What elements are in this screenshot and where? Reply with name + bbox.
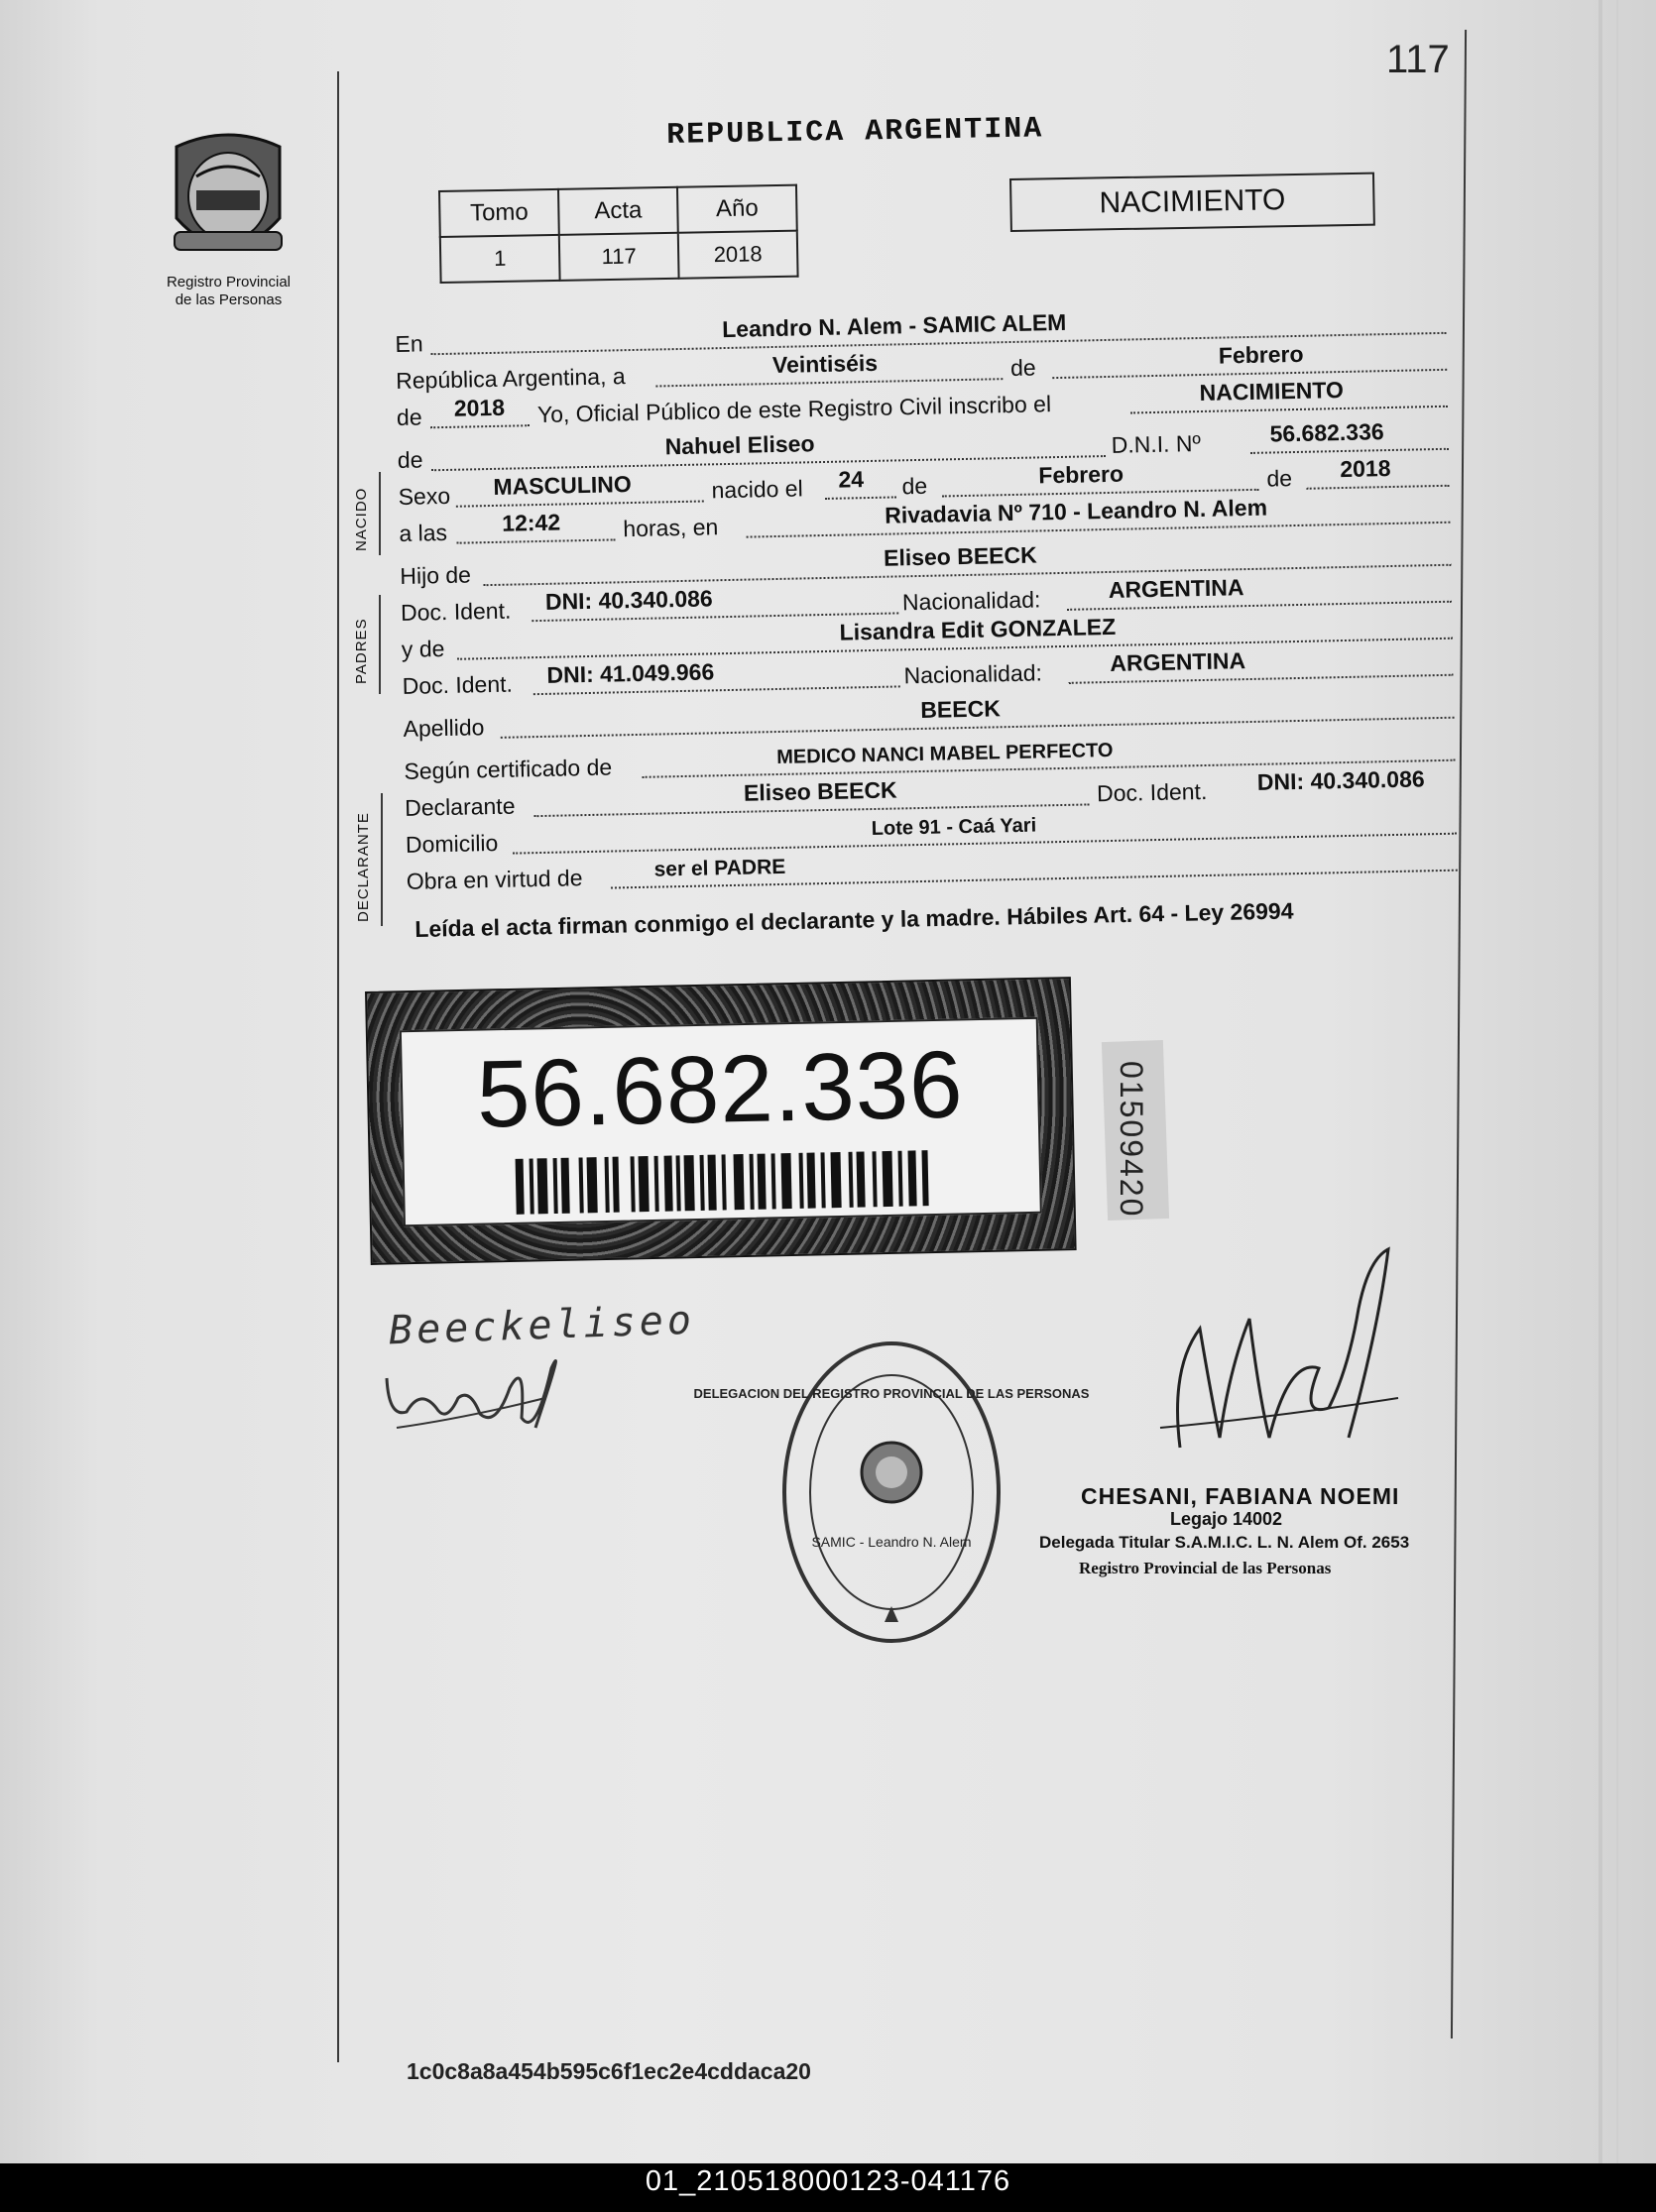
tomo-value: 1 [440,235,560,283]
birth-year-value: 2018 [1340,454,1391,483]
field-label: Obra en virtud de [406,865,583,894]
field-label: de [1266,465,1293,492]
field-label: de [396,404,422,430]
field-label: de [1009,354,1036,382]
registry-seal-stamp [693,1339,1090,1646]
record-type-value: NACIMIENTO [1199,376,1345,407]
field-label: y de [401,636,445,662]
mother-signature [377,1329,575,1457]
declarant-name-value: Eliseo BEECK [743,776,897,806]
year-value: 2018 [453,394,506,421]
stamp-text: DELEGACION DEL REGISTRO PROVINCIAL DE LAS PERSONAS [693,1386,1090,1401]
declarant-doc-value: DNI: 40.340.086 [1256,765,1425,795]
closing-statement: Leída el acta firman conmigo el declarante y la madre. Hábiles Art. 64 - Ley 26994 [414,897,1294,942]
field-label: a las [399,519,448,546]
officer-role: Delegada Titular S.A.M.I.C. L. N. Alem Of. 2653 [1039,1533,1410,1552]
field-label: D.N.I. Nº [1111,430,1202,458]
mother-nationality-value: ARGENTINA [1110,647,1246,676]
serial-number: 01509420 [1114,1061,1149,1219]
father-name-value: Eliseo BEECK [883,541,1037,571]
birth-time-value: 12:42 [501,509,561,536]
field-label: Yo, Oficial Público de este Registro Civil inscribo el [536,391,1052,428]
sticker-label [400,1017,1042,1226]
place-value: Leandro N. Alem - SAMIC ALEM [721,308,1067,343]
field-label: Domicilio [405,829,499,858]
officer-registry: Registro Provincial de las Personas [1079,1559,1332,1577]
record-type-box: NACIMIENTO [1009,173,1375,232]
field-label: Hijo de [400,561,472,589]
field-label: Nacionalidad: [903,659,1043,689]
mother-name-value: Lisandra Edit GONZALEZ [839,613,1117,645]
organization-name: Registro Provincial de las Personas [166,274,292,308]
field-label: Apellido [403,714,485,742]
certificate-value: MEDICO NANCI MABEL PERFECTO [776,739,1114,769]
reason-value: ser el PADRE [653,855,786,881]
birth-record-form [395,301,1458,897]
field-label: Nacionalidad: [901,586,1041,616]
child-name-value: Nahuel Eliseo [664,430,815,460]
field-label: Doc. Ident. [1096,777,1208,807]
register-table [438,184,799,284]
dni-sticker [365,977,1077,1265]
officer-name: CHESANI, FABIANA NOEMI [1081,1483,1400,1509]
section-bracket [379,472,381,555]
birth-month-value: Febrero [1038,460,1124,489]
birth-place-value: Rivadavia Nº 710 - Leandro N. Alem [884,494,1268,528]
field-label: República Argentina, a [395,363,626,394]
field-label: nacido el [711,475,803,504]
page-edge [1598,0,1602,2163]
document-title: REPUBLICA ARGENTINA [666,112,1044,153]
surname-value: BEECK [920,695,1002,723]
father-doc-value: DNI: 40.340.086 [544,585,713,615]
barcode-icon [516,1150,933,1215]
birth-day-value: 24 [838,466,865,493]
officer-legajo: Legajo 14002 [1170,1509,1283,1529]
address-value: Lote 91 - Caá Yari [871,814,1037,841]
child-dni-value: 56.682.336 [1269,418,1384,447]
section-label-nacido: NACIDO [353,487,370,551]
section-label-padres: PADRES [353,618,370,684]
month-value: Febrero [1218,340,1304,369]
father-nationality-value: ARGENTINA [1108,574,1244,603]
field-label: de [397,446,423,473]
sex-value: MASCULINO [493,471,632,500]
sticker-dni-number: 56.682.336 [475,1031,965,1148]
stamp-inner-text: SAMIC - Leandro N. Alem [811,1534,972,1550]
misiones-crest-logo [167,127,290,271]
anio-header: Año [677,185,797,233]
field-label: de [901,472,928,500]
section-label-declarante: DECLARANTE [355,812,372,922]
field-label: Doc. Ident. [402,670,514,699]
mother-doc-value: DNI: 41.049.966 [546,658,715,688]
field-label: Según certificado de [404,754,613,784]
field-label: En [395,330,423,357]
page-edge [1616,0,1618,2163]
section-bracket [379,595,381,694]
file-id: 01_210518000123-041176 [645,2165,1011,2197]
field-label: Declarante [404,792,516,821]
anio-value: 2018 [678,231,798,279]
left-margin-line [337,71,339,2062]
page-number: 117 [1386,38,1450,81]
day-value: Veintiséis [771,349,879,379]
officer-signature [1150,1249,1408,1477]
declarant-handwritten-name: Beeckeliseo [388,1297,696,1354]
document-hash: 1c0c8a8a454b595c6f1ec2e4cddaca20 [407,2058,811,2084]
field-label: Doc. Ident. [400,597,512,626]
field-label: Sexo [398,482,451,510]
acta-header: Acta [558,187,678,235]
acta-value: 117 [559,233,679,281]
section-bracket [381,793,383,926]
field-label: horas, en [623,514,719,542]
tomo-header: Tomo [439,189,559,237]
